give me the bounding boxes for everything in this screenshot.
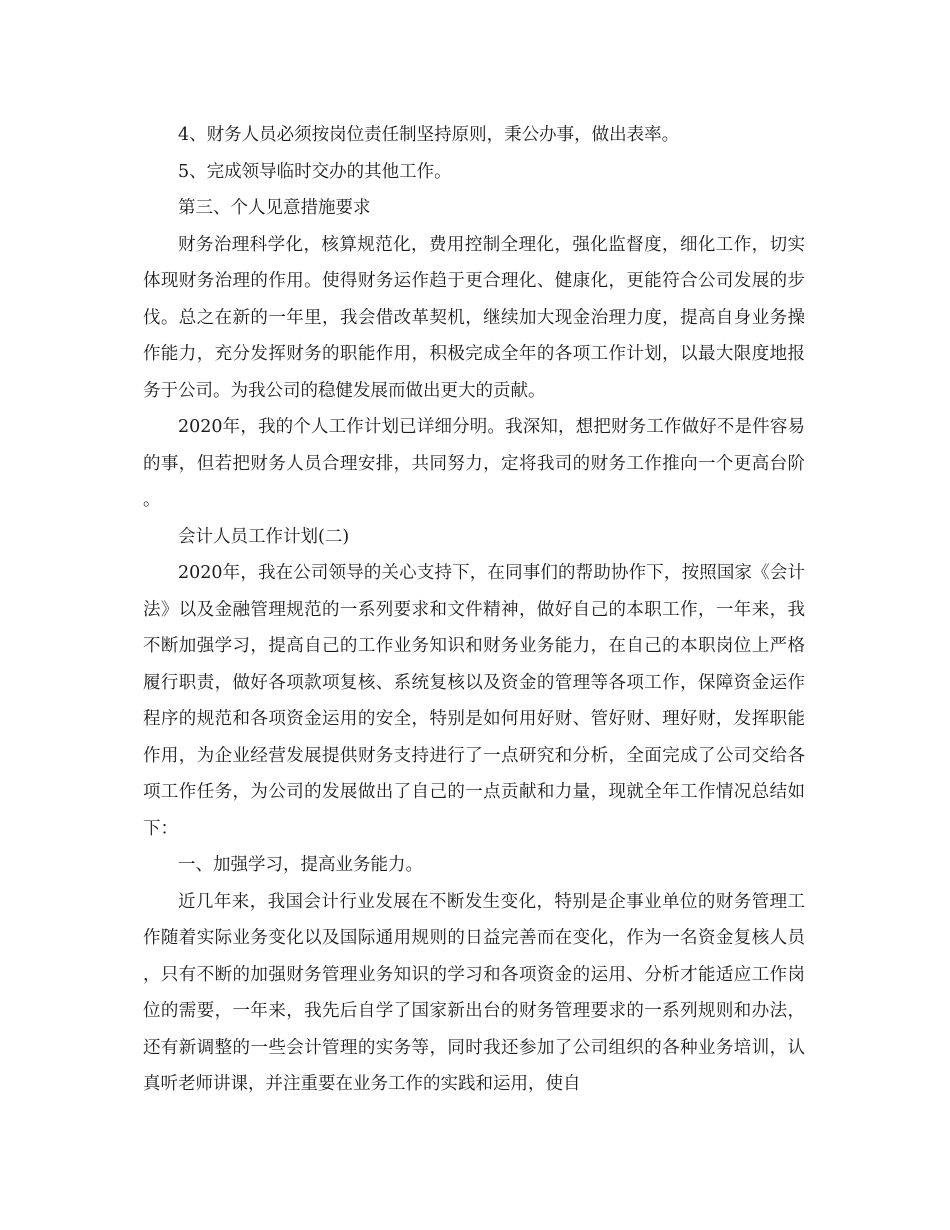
body-paragraph: 近几年来，我国会计行业发展在不断发生变化，特别是企事业单位的财务管理工作随着实际业务变化以及国际通用规则的日益完善而在变化，作为一名资金复核人员，只有不断的加强财务管理业务知识的学习和各项资金的运用、分析才能适应工作岗位的需要，一年来，我先后自学了国家新出台的财务管理要求的一系列规则和办法，还有新调整的一些会计管理的实务等，同时我还参加了公司组织的各种业务培训，认真听老师讲课，并注重要在业务工作的实践和运用，使自 — [143, 891, 805, 1094]
body-paragraph: 2020年，我的个人工作计划已详细分明。我深知，想把财务工作做好不是件容易的事，但若把财务人员合理安排，共同努力，定将我司的财务工作推向一个更高台阶。 — [143, 417, 805, 510]
section-heading: 会计人员工作计划(二) — [178, 526, 350, 547]
body-paragraph: 财务治理科学化，核算规范化，费用控制全理化，强化监督度，细化工作，切实体现财务治理的作用。使得财务运作趋于更合理化、健康化，更能符合公司发展的步伐。总之在新的一年里，我会借改革契机，继续加大现金治理力度，提高自身业务操作能力，充分发挥财务的职能作用，积极完成全年的各项工作计划，以最大限度地报务于公司。为我公司的稳健发展而做出更大的贡献。 — [143, 234, 805, 401]
section-heading: 一、加强学习，提高业务能力。 — [178, 855, 423, 875]
document-body — [143, 117, 805, 1103]
body-paragraph: 2020年，我在公司领导的关心支持下，在同事们的帮助协作下，按照国家《会计法》以及金融管理规范的一系列要求和文件精神，做好自己的本职工作，一年来，我不断加强学习，提高自己的工作业务知识和财务业务能力，在自己的本职岗位上严格履行职责，做好各项款项复核、系统复核以及资金的管理等各项工作，保障资金运作程序的规范和各项资金运用的安全，特别是如何用好财、管好财、理好财，发挥职能作用，为企业经营发展提供财务支持进行了一点研究和分析，全面完成了公司交给各项工作任务，为公司的发展做出了自己的一点贡献和力量，现就全年工作情况总结如下： — [143, 563, 805, 839]
list-item: 4、财务人员必须按岗位责任制坚持原则，秉公办事，做出表率。 — [178, 125, 680, 145]
section-heading: 第三、个人见意措施要求 — [178, 198, 371, 218]
list-item: 5、完成领导临时交办的其他工作。 — [178, 161, 452, 182]
